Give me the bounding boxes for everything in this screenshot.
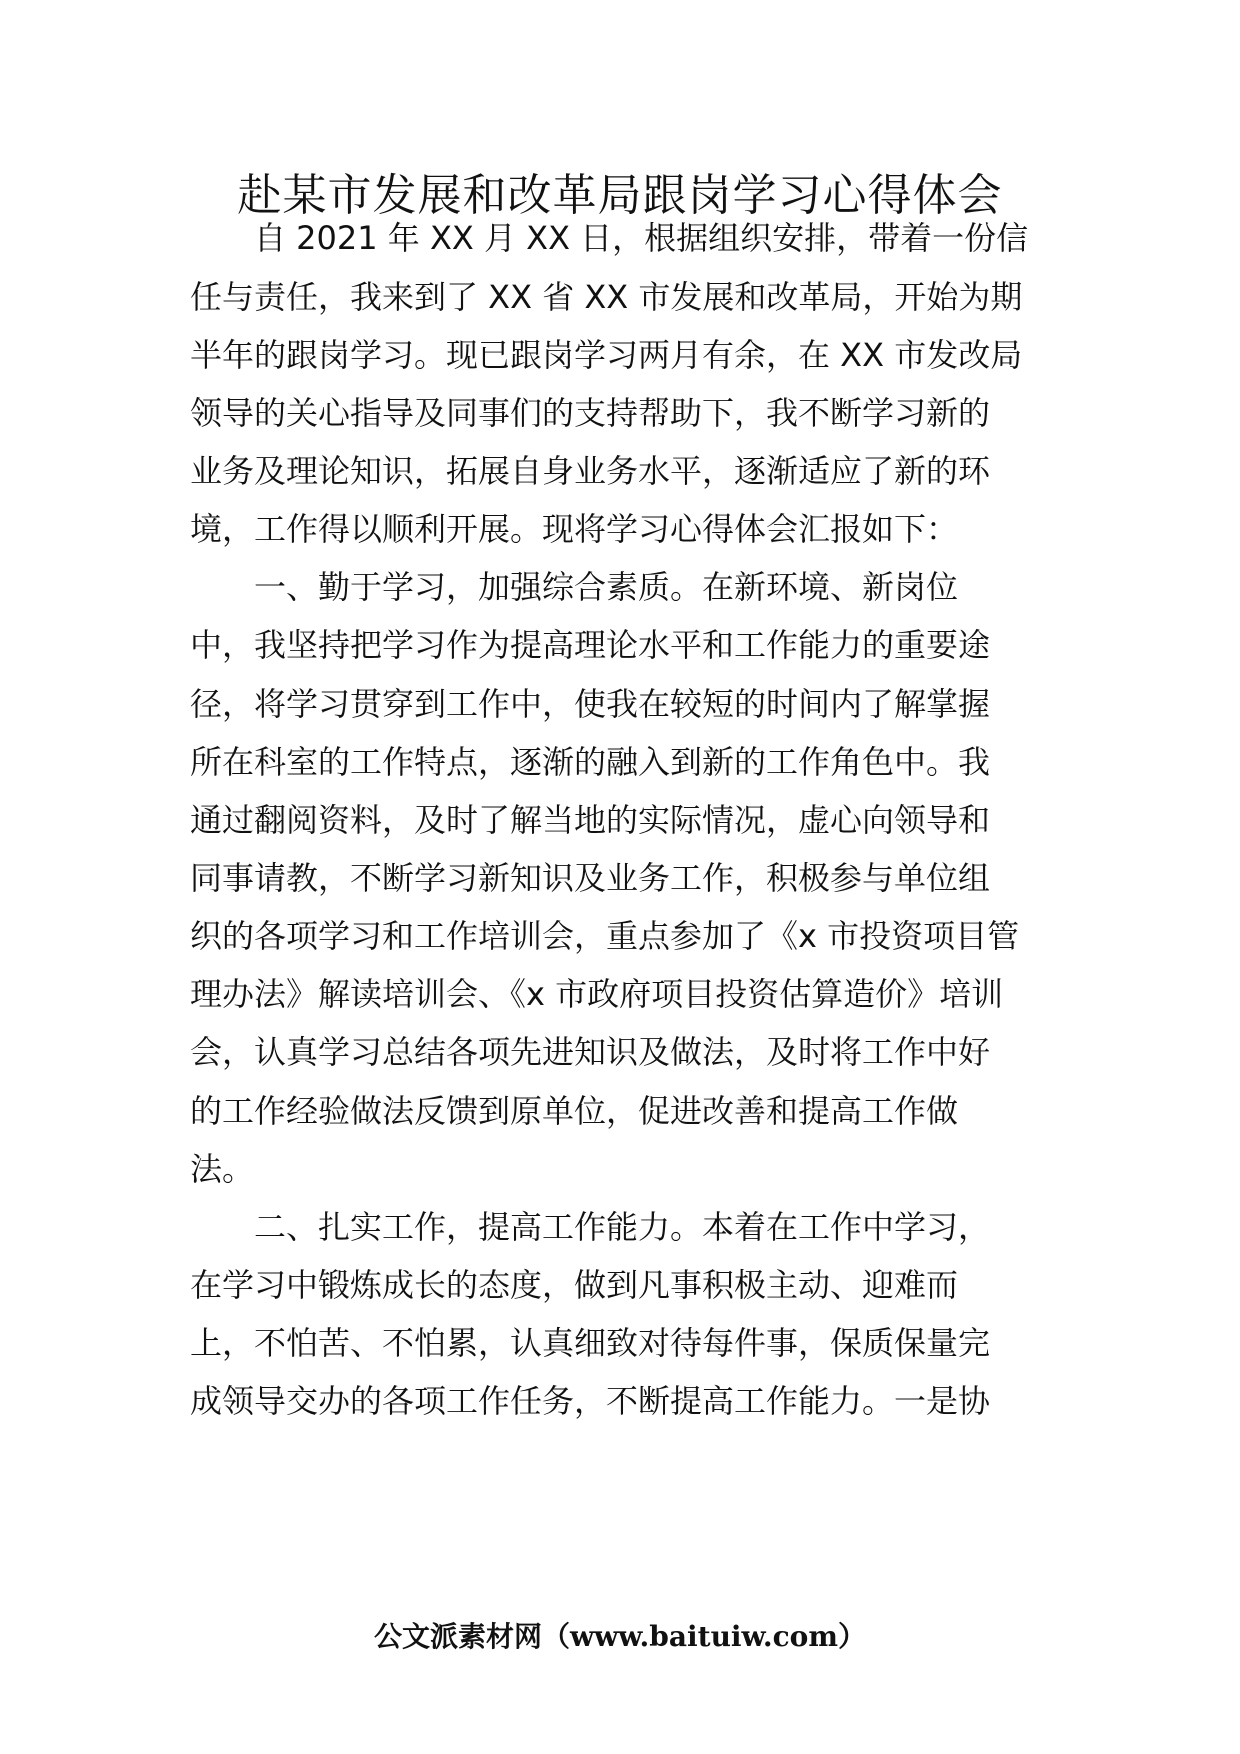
body-line: 所在科室的工作特点，逐渐的融入到新的工作角色中。我 (190, 743, 991, 781)
body-line: 中，我坚持把学习作为提高理论水平和工作能力的重要途 (190, 626, 991, 664)
body-line: 在学习中锻炼成长的态度，做到凡事积极主动、迎难而 (190, 1266, 959, 1304)
body-line: 自 2021 年 XX 月 XX 日，根据组织安排，带着一份信 (190, 219, 1029, 257)
body-line: 任与责任，我来到了 XX 省 XX 市发展和改革局，开始为期 (190, 278, 1023, 316)
body-line: 通过翻阅资料，及时了解当地的实际情况，虚心向领导和 (190, 801, 991, 839)
body-line: 上，不怕苦、不怕累，认真细致对待每件事，保质保量完 (190, 1324, 991, 1362)
body-line: 一、勤于学习，加强综合素质。在新环境、新岗位 (190, 568, 959, 606)
body-line: 领导的关心指导及同事们的支持帮助下，我不断学习新的 (190, 394, 991, 432)
body-line: 境，工作得以顺利开展。现将学习心得体会汇报如下： (190, 510, 959, 548)
document-title: 赴某市发展和改革局跟岗学习心得体会 (237, 170, 1003, 221)
body-line: 同事请教，不断学习新知识及业务工作，积极参与单位组 (190, 859, 991, 897)
body-line: 半年的跟岗学习。现已跟岗学习两月有余，在 XX 市发改局 (190, 336, 1023, 374)
body-line: 会，认真学习总结各项先进知识及做法，及时将工作中好 (190, 1033, 991, 1071)
body-line: 径，将学习贯穿到工作中，使我在较短的时间内了解掌握 (190, 685, 991, 723)
body-line: 的工作经验做法反馈到原单位，促进改善和提高工作做 (190, 1092, 959, 1130)
body-line: 理办法》解读培训会、《x 市政府项目投资估算造价》培训 (190, 975, 1004, 1013)
body-line: 成领导交办的各项工作任务，不断提高工作能力。一是协 (190, 1382, 991, 1420)
body-line: 二、扎实工作，提高工作能力。本着在工作中学习， (190, 1208, 991, 1246)
body-line: 业务及理论知识，拓展自身业务水平，逐渐适应了新的环 (190, 452, 991, 490)
footer-watermark: 公文派素材网（www.baituiw.com） (374, 1620, 866, 1653)
body-line: 法。 (190, 1150, 255, 1188)
body-line: 织的各项学习和工作培训会，重点参加了《x 市投资项目管 (190, 917, 1020, 955)
